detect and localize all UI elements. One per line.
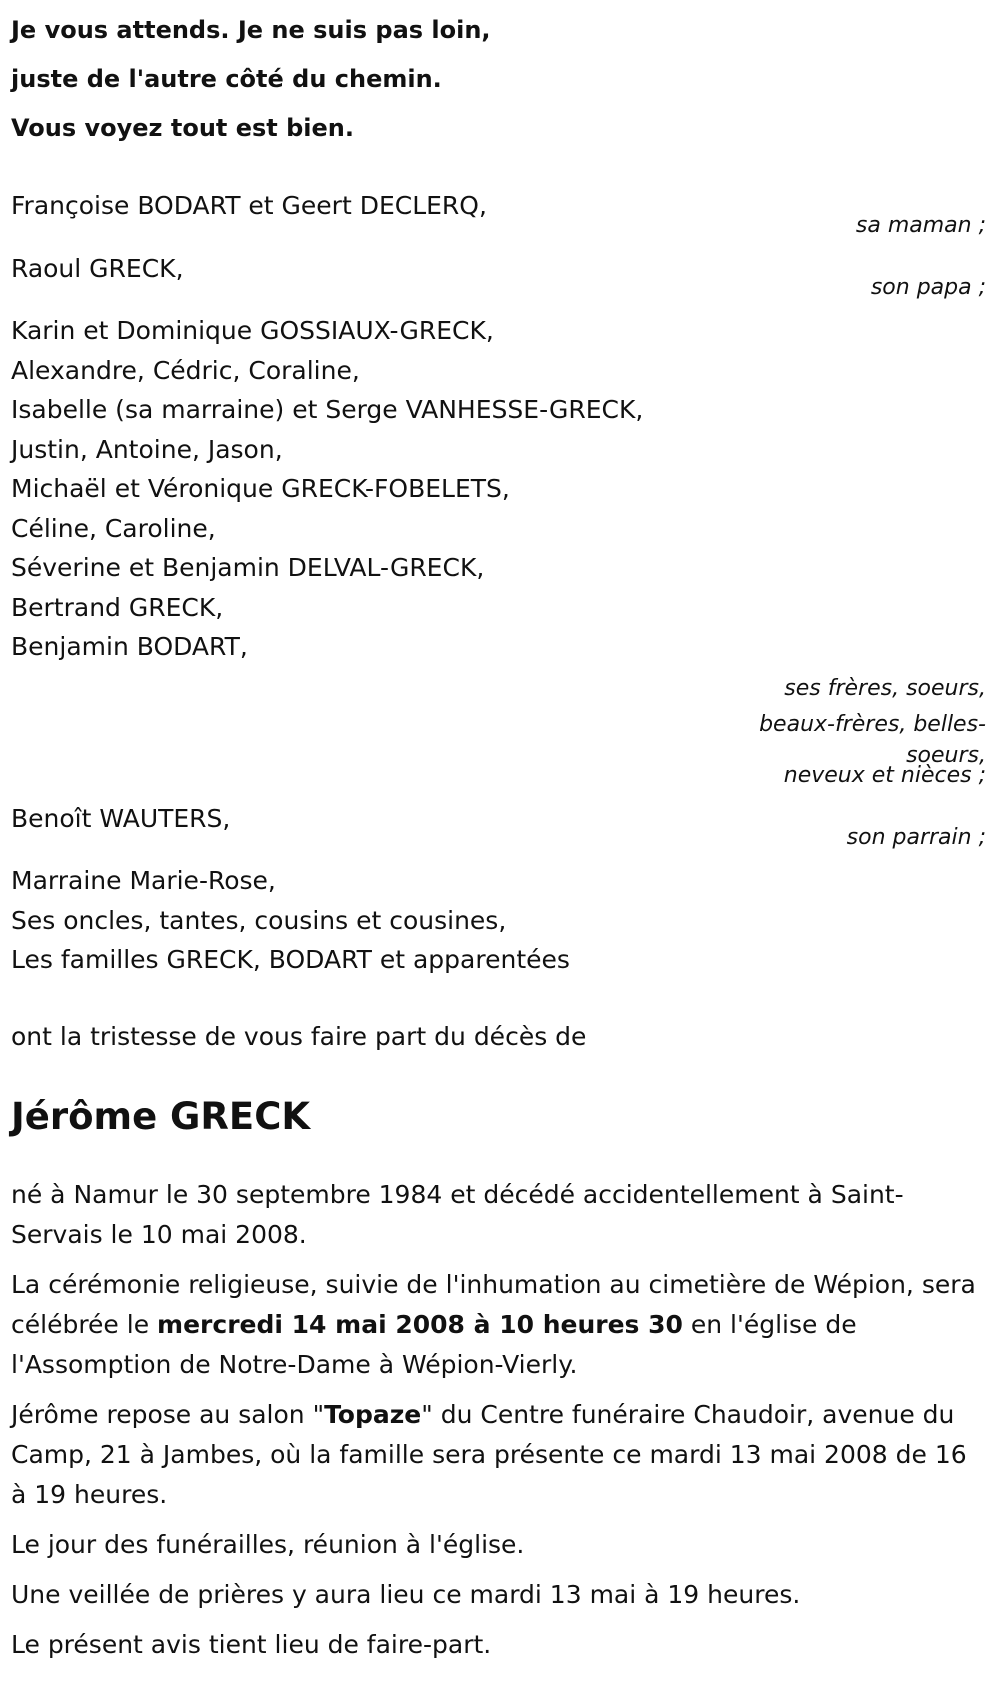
meeting-paragraph: Le jour des funérailles, réunion à l'église. <box>11 1530 525 1559</box>
visitation-paragraph <box>11 1395 976 1515</box>
other-family-line: Ses oncles, tantes, cousins et cousines, <box>11 905 507 935</box>
poem-line-2: juste de l'autre côté du chemin. <box>11 65 442 93</box>
poem-line-1: Je vous attends. Je ne suis pas loin, <box>11 16 491 44</box>
maman-names: Françoise BODART et Geert DECLERQ, <box>11 191 487 220</box>
family-list <box>11 186 991 980</box>
notice-paragraph: Le présent avis tient lieu de faire-part. <box>11 1630 492 1659</box>
sibling-line: Céline, Caroline, <box>11 513 216 543</box>
ceremony-paragraph <box>11 1265 976 1385</box>
parrain-names: Benoît WAUTERS, <box>11 803 231 833</box>
other-family-line: Les familles GRECK, BODART et apparentées <box>11 945 570 974</box>
sibling-line: Alexandre, Cédric, Coraline, <box>11 355 360 385</box>
sibling-line: Benjamin BODART, <box>11 632 248 661</box>
sibling-line: Bertrand GRECK, <box>11 592 224 622</box>
salon-name: Topaze <box>324 1400 422 1429</box>
maman-relation: sa maman ; <box>855 212 986 238</box>
sibling-line: Isabelle (sa marraine) et Serge VANHESSE-GRECK, <box>11 395 644 424</box>
ceremony-text-a: La cérémonie religieuse, suivie de l'inhumation au cimetière de Wépion, sera célébrée le <box>11 1270 976 1339</box>
vigil-paragraph: Une veillée de prières y aura lieu ce mardi 13 mai à 19 heures. <box>11 1580 801 1609</box>
sibling-line: Justin, Antoine, Jason, <box>11 434 283 464</box>
siblings-relation-4: neveux et nièces ; <box>783 762 986 788</box>
siblings-relation-2: beaux-frères, belles- <box>759 711 986 737</box>
deceased-name: Jérôme GRECK <box>11 1095 311 1138</box>
siblings-relation-1: ses frères, soeurs, <box>784 675 986 701</box>
sibling-line: Séverine et Benjamin DELVAL-GRECK, <box>11 553 485 582</box>
sibling-line: Karin et Dominique GOSSIAUX-GRECK, <box>11 316 494 345</box>
other-family-line: Marraine Marie-Rose, <box>11 866 276 895</box>
sibling-line: Michaël et Véronique GRECK-FOBELETS, <box>11 474 510 503</box>
siblings-relation-3: soeurs, <box>906 742 986 768</box>
poem <box>11 6 491 153</box>
poem-line-3: Vous voyez tout est bien. <box>11 114 355 142</box>
birth-death-paragraph: né à Namur le 30 septembre 1984 et décédé accidentellement à Saint-Servais le 10 mai 2008. <box>11 1180 904 1249</box>
parrain-relation: son parrain ; <box>846 825 986 850</box>
ceremony-date: mercredi 14 mai 2008 à 10 heures 30 <box>157 1310 683 1339</box>
funeral-details <box>11 1175 976 1675</box>
ceremony-text-b: en l'église de l'Assomption de Notre-Dame à Wépion-Vierly. <box>11 1310 857 1379</box>
papa-names: Raoul GRECK, <box>11 253 184 283</box>
visitation-text-a: Jérôme repose au salon " <box>11 1400 325 1429</box>
announcement-intro: ont la tristesse de vous faire part du décès de <box>11 1022 587 1051</box>
papa-relation: son papa ; <box>870 275 986 300</box>
visitation-text-b: " du Centre funéraire Chaudoir, avenue du Camp, 21 à Jambes, où la famille sera présente ce mardi 13 mai 2008 de 16 à 19 heures. <box>11 1400 967 1509</box>
